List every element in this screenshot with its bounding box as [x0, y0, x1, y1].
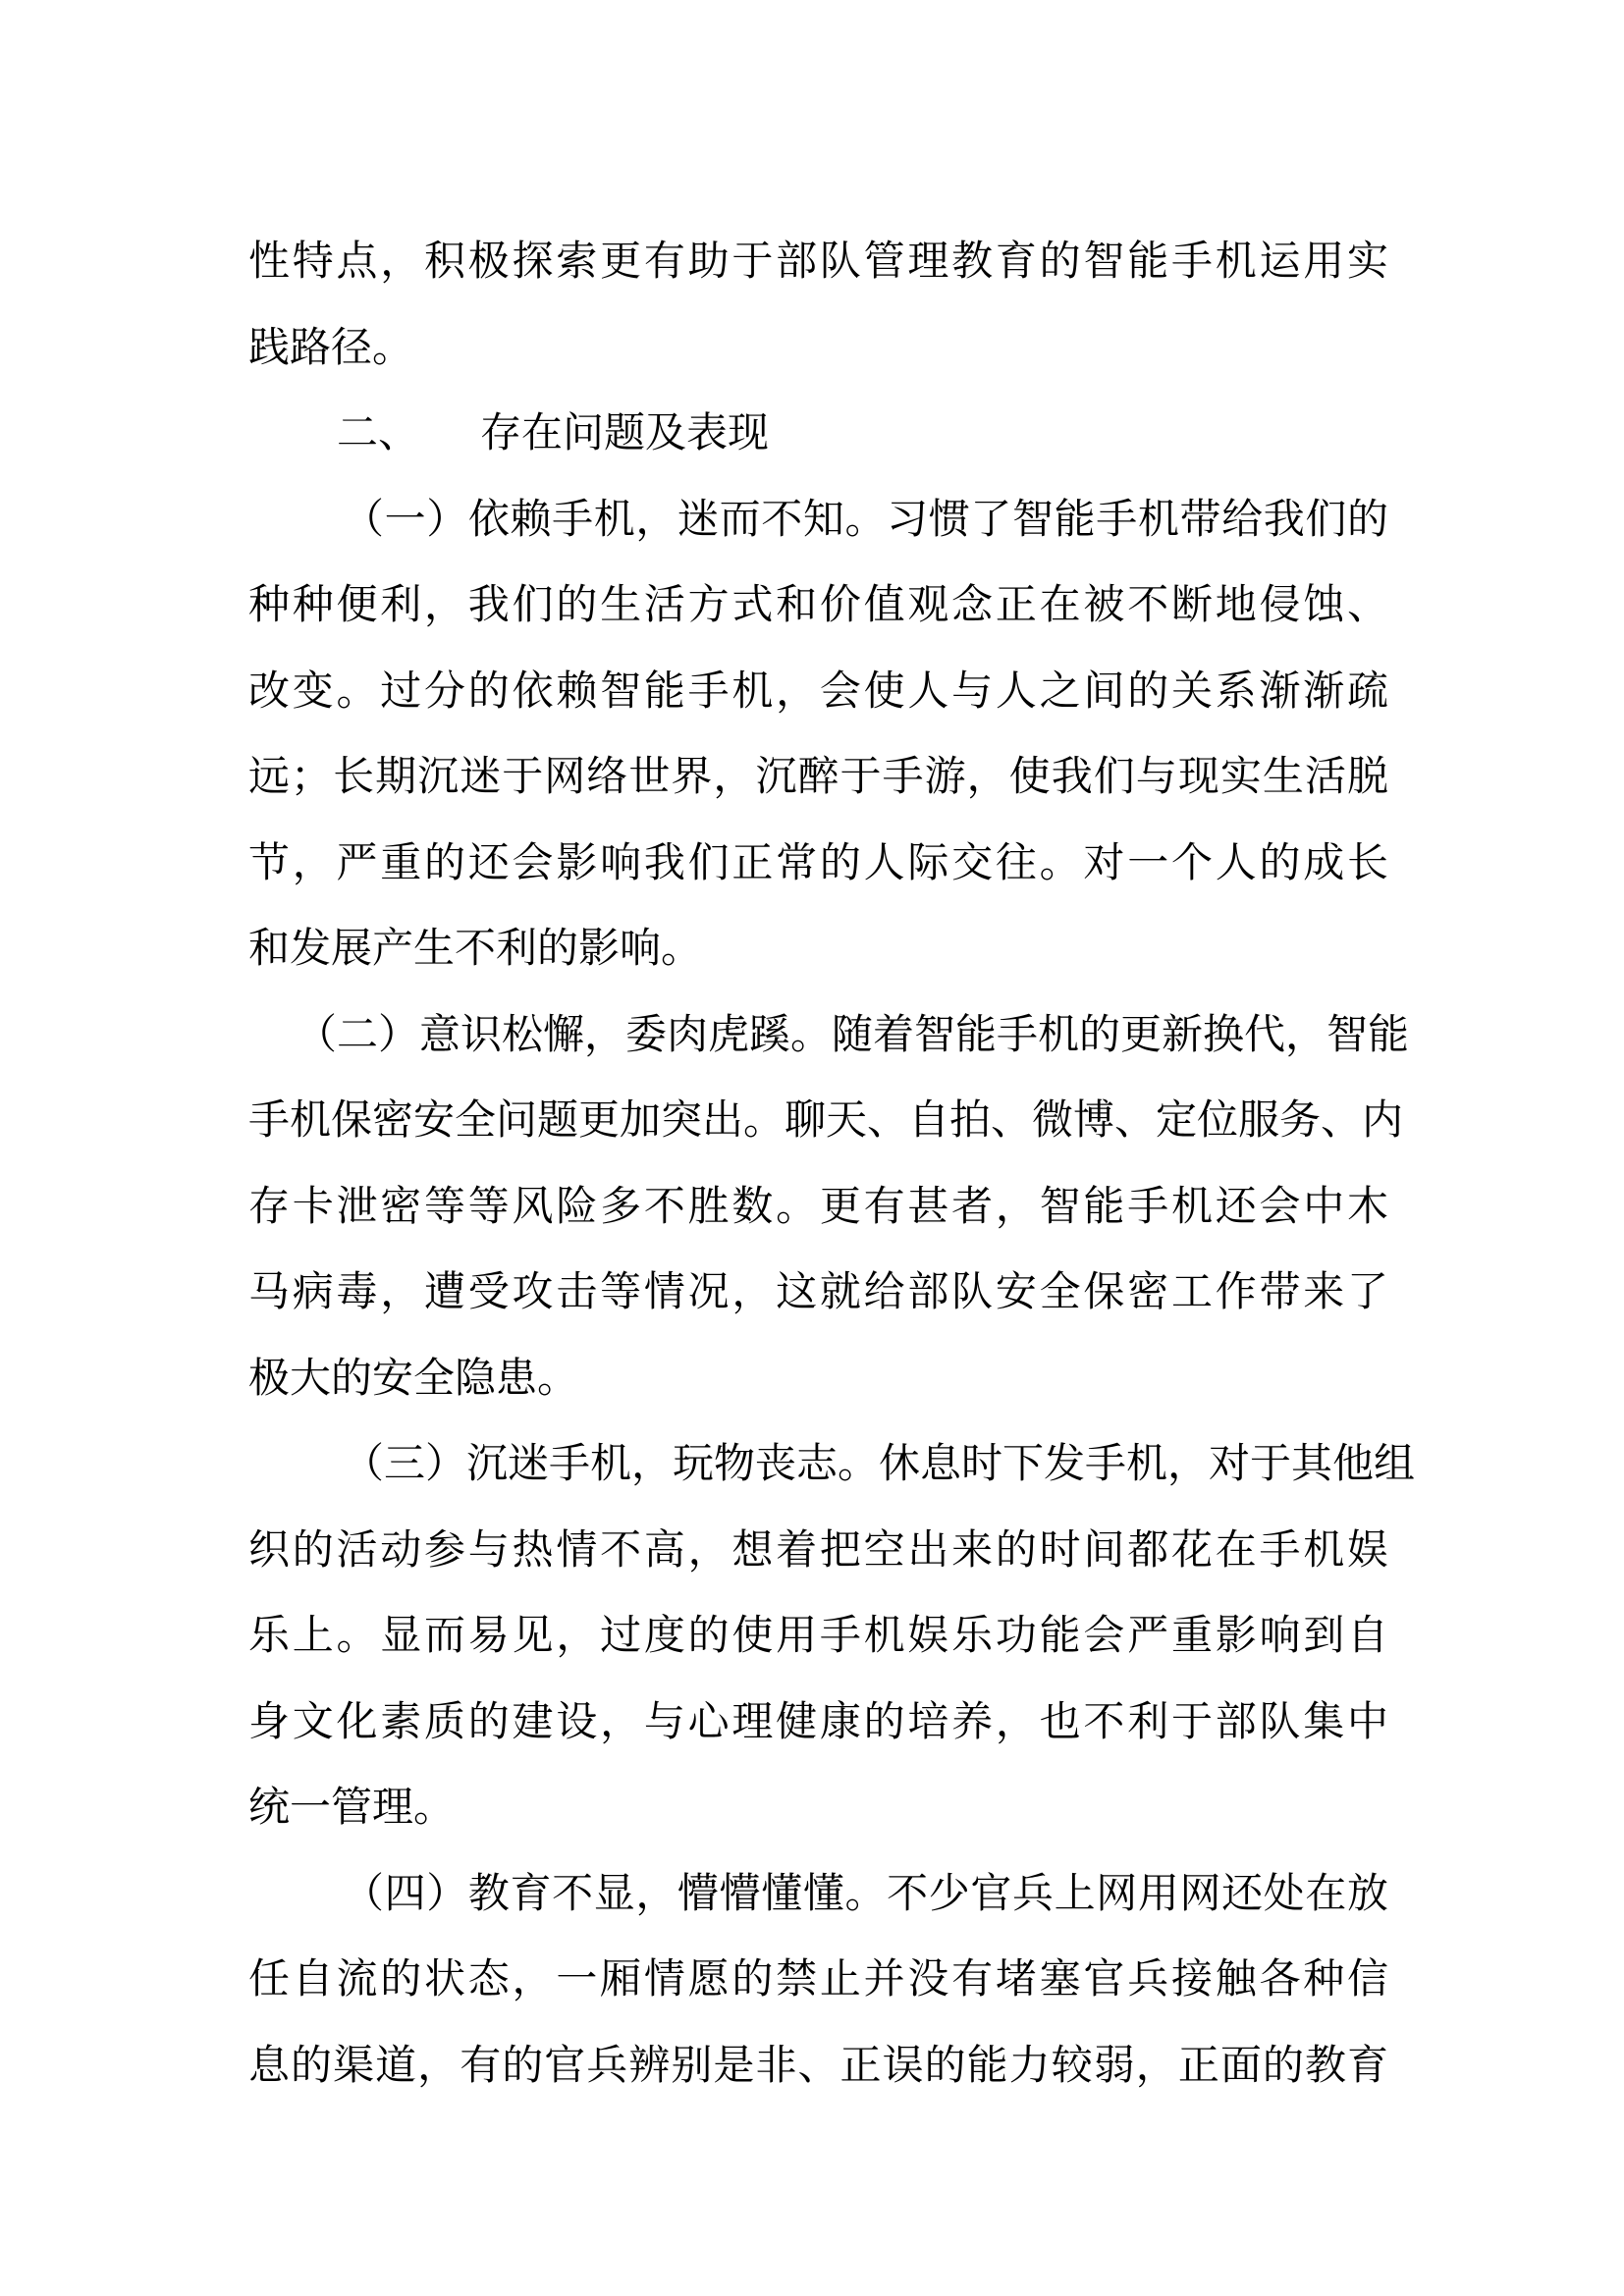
paragraph-line: 远；长期沉迷于网络世界，沉醉于手游，使我们与现实生活脱: [248, 752, 1388, 800]
paragraph-line: （二）意识松懈，委肉虎蹊。随着智能手机的更新换代，智能: [296, 1009, 1410, 1058]
paragraph-line: 节，严重的还会影响我们正常的人际交往。对一个人的成长: [248, 837, 1388, 886]
paragraph-line: （一）依赖手机，迷而不知。习惯了智能手机带给我们的: [343, 494, 1388, 543]
paragraph-line: 统一管理。: [248, 1783, 456, 1831]
paragraph-line: 息的渠道，有的官兵辨别是非、正误的能力较弱，正面的教育: [248, 2040, 1388, 2089]
paragraph-line: 乐上。显而易见，过度的使用手机娱乐功能会严重影响到自: [248, 1611, 1388, 1659]
paragraph-line: 身文化素质的建设，与心理健康的培养，也不利于部队集中: [248, 1696, 1388, 1745]
paragraph-line: 任自流的状态，一厢情愿的禁止并没有堵塞官兵接触各种信: [248, 1954, 1388, 2002]
paragraph-line: 存卡泄密等等风险多不胜数。更有甚者，智能手机还会中木: [248, 1181, 1388, 1230]
paragraph-line: 马病毒，遭受攻击等情况，这就给部队安全保密工作带来了: [248, 1267, 1388, 1315]
paragraph-line: 织的活动参与热情不高，想着把空出来的时间都花在手机娱: [248, 1524, 1388, 1574]
paragraph-line: 手机保密安全问题更加突出。聊天、自拍、微博、定位服务、内: [248, 1095, 1404, 1144]
paragraph-line: 种种便利，我们的生活方式和价值观念正在被不断地侵蚀、: [248, 580, 1388, 628]
paragraph-line: （三）沉迷手机，玩物丧志。休息时下发手机，对于其他组: [343, 1439, 1416, 1487]
section-title: 存在问题及表现: [480, 408, 770, 456]
paragraph-line: （四）教育不显，懵懵懂懂。不少官兵上网用网还处在放: [343, 1868, 1388, 1917]
paragraph-line: 极大的安全隐患。: [248, 1353, 579, 1402]
paragraph-line: 践路径。: [248, 322, 414, 371]
section-number: 二、: [337, 408, 420, 456]
document-page: [248, 218, 1416, 2108]
section-heading: [248, 390, 1388, 476]
paragraph-line: 性特点，积极探索更有助于部队管理教育的智能手机运用实: [248, 237, 1388, 285]
paragraph-line: 改变。过分的依赖智能手机，会使人与人之间的关系渐渐疏: [248, 666, 1388, 715]
paragraph-line: 和发展产生不利的影响。: [248, 924, 703, 972]
